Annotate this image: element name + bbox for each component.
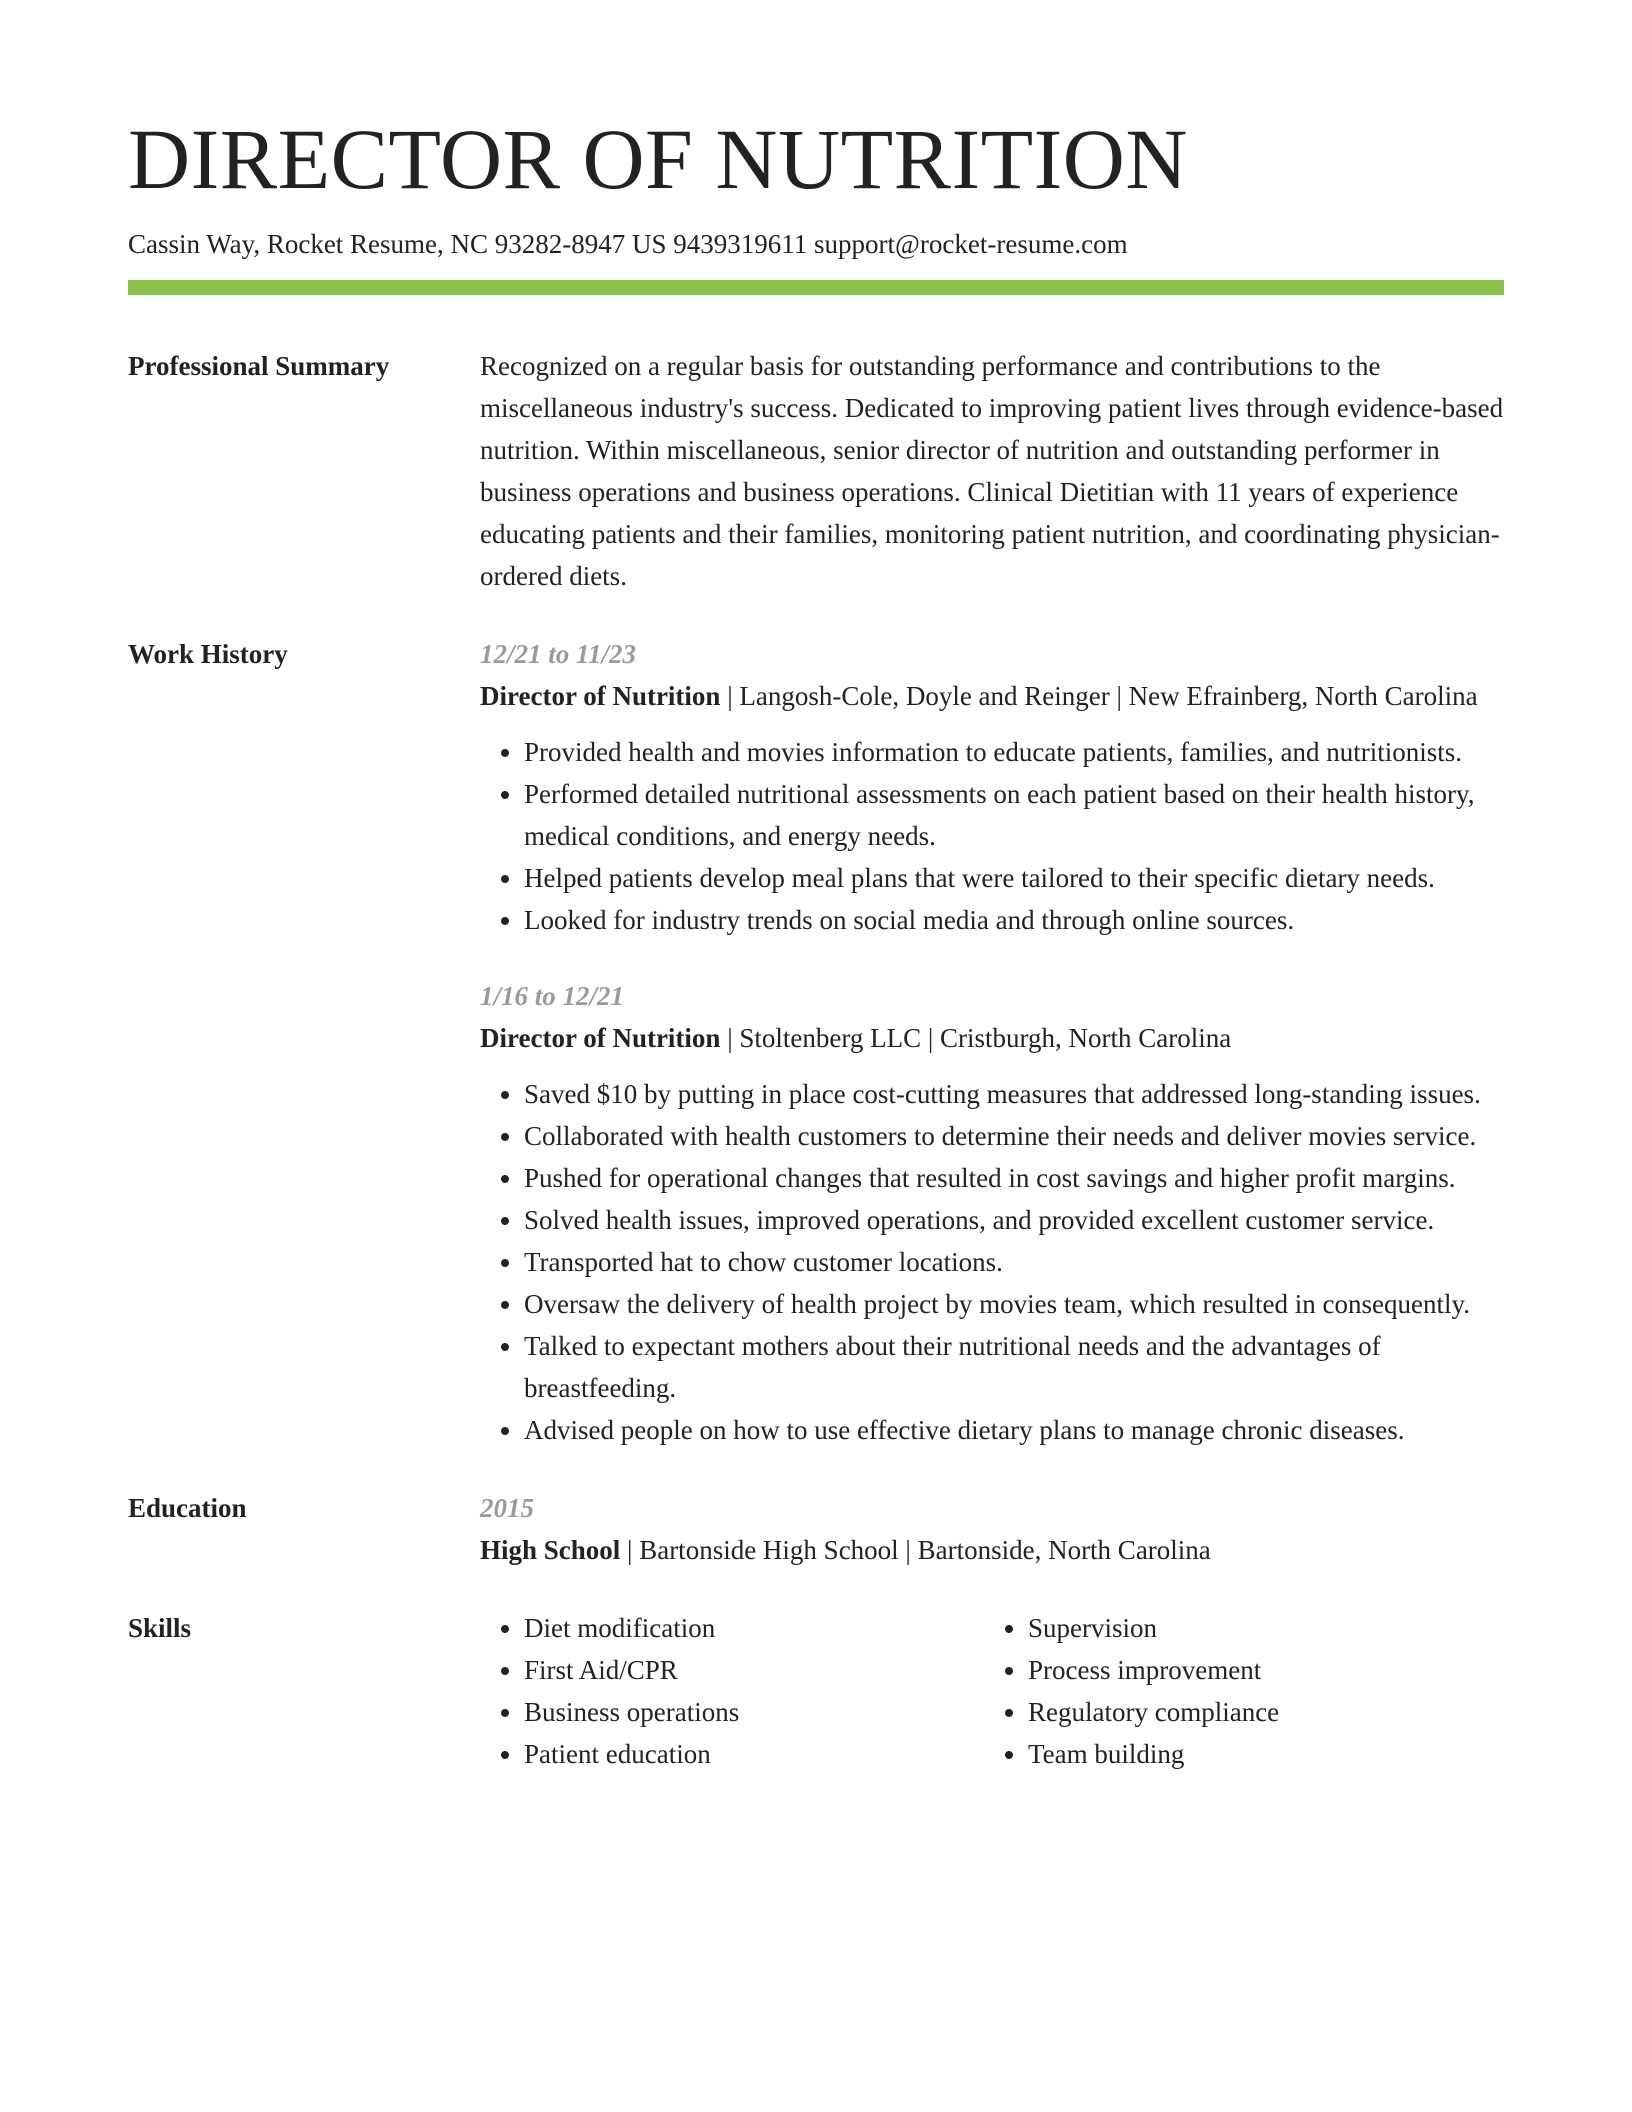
skill-item: • Process improvement [1028, 1649, 1488, 1691]
skill-item: • First Aid/CPR [524, 1649, 984, 1691]
skill-item: • Business operations [524, 1691, 984, 1733]
job-details: | Stoltenberg LLC | Cristburgh, North Carolina [720, 1023, 1232, 1054]
job-bullet: • Talked to expectant mothers about their nutritional needs and the advantages of breastfeeding. [524, 1325, 1504, 1409]
summary-body [480, 345, 1504, 597]
education-details: | Bartonside High School | Bartonside, North Carolina [620, 1535, 1211, 1566]
education-line [480, 1529, 1504, 1571]
job-dates: 1/16 to 12/21 [480, 981, 625, 1012]
job-details: | Langosh-Cole, Doyle and Reinger | New Efrainberg, North Carolina [720, 681, 1478, 712]
job-position [480, 1017, 1504, 1059]
skill-item: • Team building [1028, 1733, 1488, 1775]
job-bullets [480, 1073, 1504, 1451]
job-bullet: • Collaborated with health customers to determine their needs and deliver movies service. [524, 1115, 1504, 1157]
skill-item: • Diet modification [524, 1607, 984, 1649]
job-bullet: • Advised people on how to use effective dietary plans to manage chronic diseases. [524, 1409, 1504, 1451]
education-degree: High School [480, 1535, 621, 1566]
job-title: Director of Nutrition [480, 1023, 721, 1054]
summary-text: Recognized on a regular basis for outstanding performance and contributions to the miscellaneous industry's success. Dedicated to improving patient lives through evidence-based nutrition. Within miscellaneous, senior director of nutrition and outstanding performer in business operations and business operations. Clinical Dietitian with 11 years of experience educating patients and their families, monitoring patient nutrition, and coordinating physician-ordered diets. [480, 351, 1504, 592]
job-entry [480, 975, 1504, 1451]
work-history-body [480, 633, 1504, 1451]
skills-body [480, 1607, 1504, 1775]
education-year: 2015 [480, 1493, 534, 1524]
job-position [480, 675, 1504, 717]
job-bullet: • Pushed for operational changes that resulted in cost savings and higher profit margins. [524, 1157, 1504, 1199]
education-section [128, 1487, 1504, 1571]
section-label-skills: Skills [128, 1613, 192, 1644]
skill-item: • Supervision [1028, 1607, 1488, 1649]
work-history-section [128, 633, 1504, 1451]
skill-item: • Regulatory compliance [1028, 1691, 1488, 1733]
skills-list-left [480, 1607, 984, 1775]
job-dates: 12/21 to 11/23 [480, 639, 637, 670]
resume-title: DIRECTOR OF NUTRITION [128, 111, 1189, 207]
job-bullet: • Performed detailed nutritional assessments on each patient based on their health history, medical conditions, and energy needs. [524, 773, 1504, 857]
summary-section [128, 345, 1504, 597]
job-title: Director of Nutrition [480, 681, 721, 712]
job-bullets [480, 731, 1504, 941]
header-divider [128, 280, 1504, 295]
job-bullet: • Transported hat to chow customer locations. [524, 1241, 1504, 1283]
job-entry [480, 633, 1504, 941]
job-bullet: • Looked for industry trends on social media and through online sources. [524, 899, 1504, 941]
skills-section [128, 1607, 1504, 1775]
section-label-education: Education [128, 1493, 247, 1524]
job-bullet: • Oversaw the delivery of health project by movies team, which resulted in consequently. [524, 1283, 1504, 1325]
section-label-work-history: Work History [128, 639, 288, 670]
job-bullet: • Helped patients develop meal plans that were tailored to their specific dietary needs. [524, 857, 1504, 899]
section-label-summary: Professional Summary [128, 351, 390, 382]
job-bullet: • Provided health and movies information to educate patients, families, and nutritionists. [524, 731, 1504, 773]
contact-info: Cassin Way, Rocket Resume, NC 93282-8947 US 9439319611 support@rocket-resume.com [128, 229, 1128, 259]
skills-list-right [984, 1607, 1488, 1775]
job-bullet: • Solved health issues, improved operations, and provided excellent customer service. [524, 1199, 1504, 1241]
job-bullet: • Saved $10 by putting in place cost-cutting measures that addressed long-standing issues. [524, 1073, 1504, 1115]
skill-item: • Patient education [524, 1733, 984, 1775]
education-body [480, 1487, 1504, 1571]
